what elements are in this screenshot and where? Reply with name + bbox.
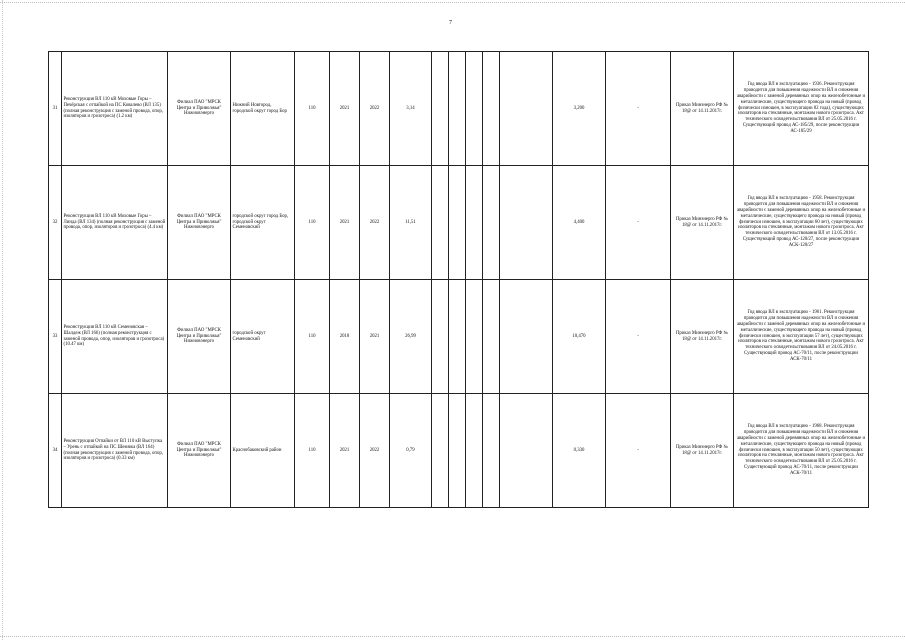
empty-cell [466,394,483,508]
empty-cell [500,166,553,280]
row-number: 34 [49,394,62,508]
location: городской округ город Бор, городской округ Семеновский [231,166,295,280]
year-end: 2021 [360,280,390,394]
year-end: 2022 [360,394,390,508]
line-length: 26,99 [390,280,432,394]
investment-program-table [48,51,869,508]
year-start: 2021 [330,52,360,166]
page-bottom-edge [0,636,905,637]
empty-cell [483,52,500,166]
organization: Филиал ПАО "МРСК Центра и Приволжья" Нижновэнерго [168,166,231,280]
empty-cell [483,394,500,508]
year-start: 2018 [330,280,360,394]
empty-cell [483,280,500,394]
empty-cell [449,166,466,280]
voltage: 110 [295,52,330,166]
row-number: 33 [49,280,62,394]
empty-cell [500,394,553,508]
year-start: 2021 [330,394,360,508]
order-reference: Приказ Минэнерго РФ № 18@ от 14.11.2017г. [671,52,734,166]
project-name: Реконструкция Отпайки от ВЛ 110 кВ Выступка – Урень с отпайкой на ПС Шемяжа (ВЛ 164) (полная реконструкция с заменой провода, опор, изоляторов и грозотроса) (0.33 км) [62,394,168,508]
order-reference: Приказ Минэнерго РФ № 18@ от 14.11.2017г. [671,280,734,394]
empty-cell [466,280,483,394]
year-end: 2022 [360,166,390,280]
voltage: 110 [295,280,330,394]
empty-cell [432,166,449,280]
organization: Филиал ПАО "МРСК Центра и Приволжья" Нижновэнерго [168,52,231,166]
voltage: 110 [295,394,330,508]
project-name: Реконструкция ВЛ 110 кВ Моховые Горы – Печёрская с отпайкой на ПС Ковалево (ВЛ 135) (полная реконструкция с заменой провода, опор, изоляторов и грозотроса) (1.2 км) [62,52,168,166]
dash-cell: - [606,280,671,394]
empty-cell [449,394,466,508]
page-top-edge [0,2,905,3]
table-row [49,52,869,166]
empty-cell [449,280,466,394]
voltage: 110 [295,166,330,280]
table-row [49,394,869,508]
dash-cell: - [606,166,671,280]
page-number: 7 [449,20,452,26]
empty-cell [483,166,500,280]
cost-value: 0,330 [553,394,606,508]
cost-value: 3,200 [553,52,606,166]
project-name: Реконструкция ВЛ 110 кВ Моховые Горы – Линда (ВЛ 134) (полная реконструкция с заменой провода, опор, изоляторов и грозотроса) (4.4 км) [62,166,168,280]
location: городской округ Семеновский [231,280,295,394]
empty-cell [432,280,449,394]
empty-cell [466,52,483,166]
table-row [49,166,869,280]
organization: Филиал ПАО "МРСК Центра и Приволжья" Нижновэнерго [168,280,231,394]
row-number: 32 [49,166,62,280]
empty-cell [500,280,553,394]
year-end: 2022 [360,52,390,166]
dash-cell: - [606,394,671,508]
justification-note: Год ввода ВЛ в эксплуатацию - 1958. Реконструкция проводится для повышения надежности ВЛ и снижения аварийности с заменой деревянных опор на железобетонные и металлические, существующего провода на новый (провод физически изношен, в эксплуатации 60 лет), существующих изоляторов на стеклянные, монтажом нового грозотроса. Акт технического освидетельствования ВЛ от 13.05.2016 г. Существующий провод АС-120/27, после реконструкции АСК-120/27 [734,166,869,280]
location: Краснобаковский район [231,394,295,508]
empty-cell [449,52,466,166]
empty-cell [432,394,449,508]
justification-note: Год ввода ВЛ в эксплуатацию - 1968. Реконструкция проводится для повышения надежности ВЛ и снижения аварийности с заменой деревянных опор на железобетонные и металлические, существующего провода на новый (провод физически изношен, в эксплуатации 50 лет), существующих изоляторов на стеклянные, монтажом нового грозотроса. Акт технического освидетельствования ВЛ от 25.05.2016 г. Существующий провод АС-70/11, после реконструкции АСК-70/11 [734,394,869,508]
year-start: 2021 [330,166,360,280]
page-left-edge [2,0,3,640]
justification-note: Год ввода ВЛ в эксплуатацию - 1936. Реконструкция проводится для повышения надежности ВЛ и снижения аварийности с заменой деревянных опор на железобетонные и металлические, существующего провода на новый (провод физически изношен, в эксплуатации 82 года), существующих изоляторов на стеклянные, монтажом нового грозотроса. Акт технического освидетельствования ВЛ от 25.05.2016 г. Существующий провод АС-185/29, после реконструкции АС-185/29 [734,52,869,166]
project-name: Реконструкция ВЛ 110 кВ Семеновская – Шалдеж (ВЛ 166) (полная реконструкция с заменой провода, опор, изоляторов и грозотроса) (10.47 км) [62,280,168,394]
line-length: 11,51 [390,166,432,280]
empty-cell [432,52,449,166]
cost-value: 10,470 [553,280,606,394]
line-length: 3,14 [390,52,432,166]
line-length: 0,79 [390,394,432,508]
table-row [49,280,869,394]
row-number: 31 [49,52,62,166]
location: Нижний Новгород, городской округ город Бор [231,52,295,166]
cost-value: 4,400 [553,166,606,280]
empty-cell [500,52,553,166]
dash-cell: - [606,52,671,166]
organization: Филиал ПАО "МРСК Центра и Приволжья" Нижновэнерго [168,394,231,508]
justification-note: Год ввода ВЛ в эксплуатацию - 1961. Реконструкция проводится для повышения надежности ВЛ и снижения аварийности с заменой деревянных опор на железобетонные и металлические, существующего провода на новый (провод физически изношен, в эксплуатации 57 лет), существующих изоляторов на стеклянные, монтажом нового грозотроса. Акт технического освидетельствования ВЛ от 24.05.2016 г. Существующий провод АС-70/11, после реконструкции АСК-70/11 [734,280,869,394]
order-reference: Приказ Минэнерго РФ № 18@ от 14.11.2017г. [671,394,734,508]
empty-cell [466,166,483,280]
order-reference: Приказ Минэнерго РФ № 18@ от 14.11.2017г. [671,166,734,280]
